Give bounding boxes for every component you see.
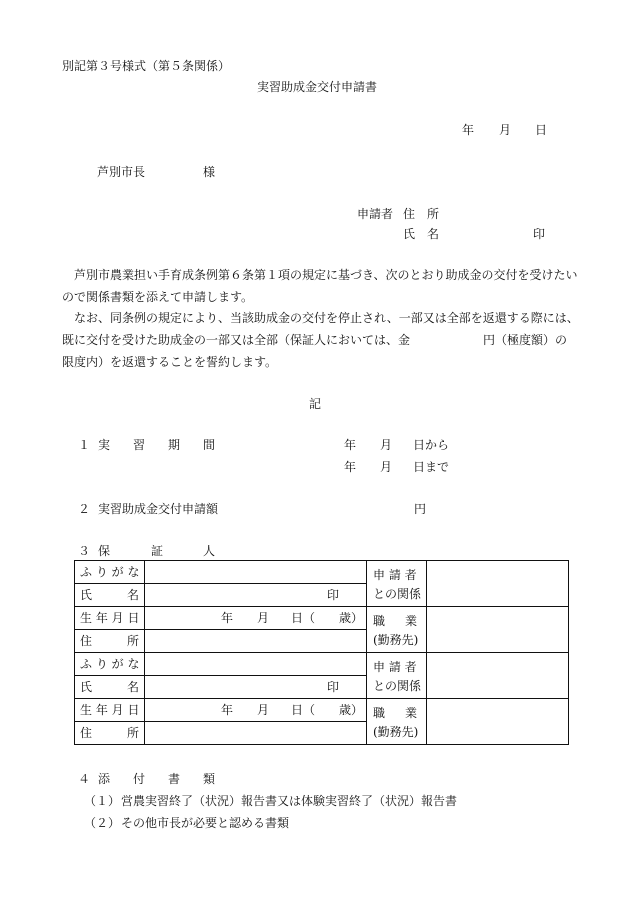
document-title: 実習助成金交付申請書 [257,80,378,94]
relation-input-1[interactable] [427,561,569,607]
item-4-label-char-4: 類 [203,772,216,786]
ki-heading: 記 [309,397,322,411]
item-1-number: １ [78,438,91,452]
dob-label-cell [75,607,145,630]
item-1-label-char-3: 期 [168,438,181,452]
addressee-name: 芦別市長 [97,165,146,179]
table-row [75,561,569,584]
relation-label-line-2: との関係 [373,586,422,601]
item-3-label-char-2: 証 [151,544,164,558]
attachment-2-text: その他市長が必要と認める書類 [121,816,290,830]
period-from-month: 月 [380,438,393,452]
item-3-label-char-1: 保 [98,544,111,558]
relation-label-cell [367,561,427,607]
relation-label-line-1: 申 請 者 [373,659,417,674]
attachment-1-text: 営農実習終了（状況）報告書又は体験実習終了（状況）報告書 [121,794,458,808]
job-label-line-2: (勤務先) [373,724,419,739]
date-year: 年 [462,123,475,137]
item-1-label-char-4: 間 [203,438,216,452]
name-label-char-2: 名 [127,588,140,602]
relation-label-line-2: との関係 [373,678,422,693]
date-month: 月 [499,123,512,137]
item-2-unit: 円 [414,502,427,516]
dob-age: 歳） [339,611,364,625]
name-label-char-1: 氏 [80,680,93,694]
addressee-honorific: 様 [203,165,216,179]
table-row [75,699,569,722]
item-2-number: ２ [78,502,91,516]
furigana-label-cell [75,561,145,584]
dob-day: 日（ [291,703,316,717]
furigana-input-1[interactable] [145,561,367,584]
address-input-2[interactable] [145,722,367,745]
paragraph-1-line-1: 芦別市農業担い手育成条例第６条第１項の規定に基づき、次のとおり助成金の交付を受けたい [74,268,578,282]
period-to-day: 日まで [413,460,450,474]
applicant-name-label: 氏 名 [403,227,440,241]
furigana-label-cell [75,653,145,676]
dob-month: 月 [257,611,270,625]
guarantor-seal: 印 [327,680,340,694]
relation-label-cell [367,653,427,699]
job-input-1[interactable] [427,607,569,653]
address-label-char-1: 住 [80,634,93,648]
name-label-char-2: 名 [127,680,140,694]
name-input-2[interactable] [145,676,367,699]
period-from-day: 日から [413,438,450,452]
guarantor-table [74,560,569,745]
furigana-input-2[interactable] [145,653,367,676]
item-4-label-char-1: 添 [98,772,111,786]
item-1-label-char-2: 習 [133,438,146,452]
applicant-label: 申請者 [357,207,394,221]
name-label-char-1: 氏 [80,588,93,602]
address-label-cell [75,630,145,653]
dob-label-cell [75,699,145,722]
period-to-year: 年 [344,460,357,474]
paragraph-2-line-2a: 既に交付を受けた助成金の一部又は全部（保証人においては、金 [62,333,411,347]
item-4-number: ４ [78,772,91,786]
job-label-char-2: 業 [405,705,418,720]
dob-input-1[interactable] [145,607,367,630]
date-day: 日 [535,123,548,137]
paragraph-2-line-2b: 円（極度額）の [483,333,568,347]
address-label-cell [75,722,145,745]
table-row [75,607,569,630]
address-label-char-1: 住 [80,726,93,740]
paragraph-2-line-1: なお、同条例の規定により、当該助成金の交付を停止され、一部又は全部を返還する際には、 [74,311,579,325]
job-label-char-2: 業 [405,613,418,628]
relation-label-line-1: 申 請 者 [373,567,417,582]
job-label-cell [367,699,427,745]
dob-year: 年 [221,611,234,625]
guarantor-seal: 印 [327,588,340,602]
table-row [75,653,569,676]
item-2-label: 実習助成金交付申請額 [98,502,219,516]
job-label-cell [367,607,427,653]
paragraph-2-line-3: 限度内）を返還することを誓約します。 [62,355,278,369]
paragraph-1-line-2: ので関係書類を添えて申請します。 [62,290,254,304]
dob-year: 年 [221,703,234,717]
period-to-month: 月 [380,460,393,474]
dob-month: 月 [257,703,270,717]
job-label-line-2: (勤務先) [373,632,419,647]
attachment-1-number: （１） [84,794,121,808]
item-4-label-char-3: 書 [168,772,181,786]
job-input-2[interactable] [427,699,569,745]
job-label-char-1: 職 [373,613,386,628]
furigana-label: ふ り が な [80,565,140,579]
address-input-1[interactable] [145,630,367,653]
address-label-char-2: 所 [127,634,140,648]
address-label-char-2: 所 [127,726,140,740]
name-label-cell [75,676,145,699]
relation-input-2[interactable] [427,653,569,699]
furigana-label: ふ り が な [80,657,140,671]
applicant-seal: 印 [533,227,546,241]
applicant-address-label: 住 所 [403,207,440,221]
item-4-label-char-2: 付 [133,772,146,786]
item-3-label-char-3: 人 [203,544,216,558]
name-input-1[interactable] [145,584,367,607]
attachment-2-number: （２） [84,816,121,830]
dob-age: 歳） [339,703,364,717]
period-from-year: 年 [344,438,357,452]
name-label-cell [75,584,145,607]
dob-label: 生 年 月 日 [80,703,140,717]
dob-label: 生 年 月 日 [80,611,140,625]
job-label-char-1: 職 [373,705,386,720]
item-1-label-char-1: 実 [98,438,111,452]
dob-input-2[interactable] [145,699,367,722]
dob-day: 日（ [291,611,316,625]
item-3-number: ３ [78,544,91,558]
form-number: 別記第３号様式（第５条関係） [62,59,231,73]
